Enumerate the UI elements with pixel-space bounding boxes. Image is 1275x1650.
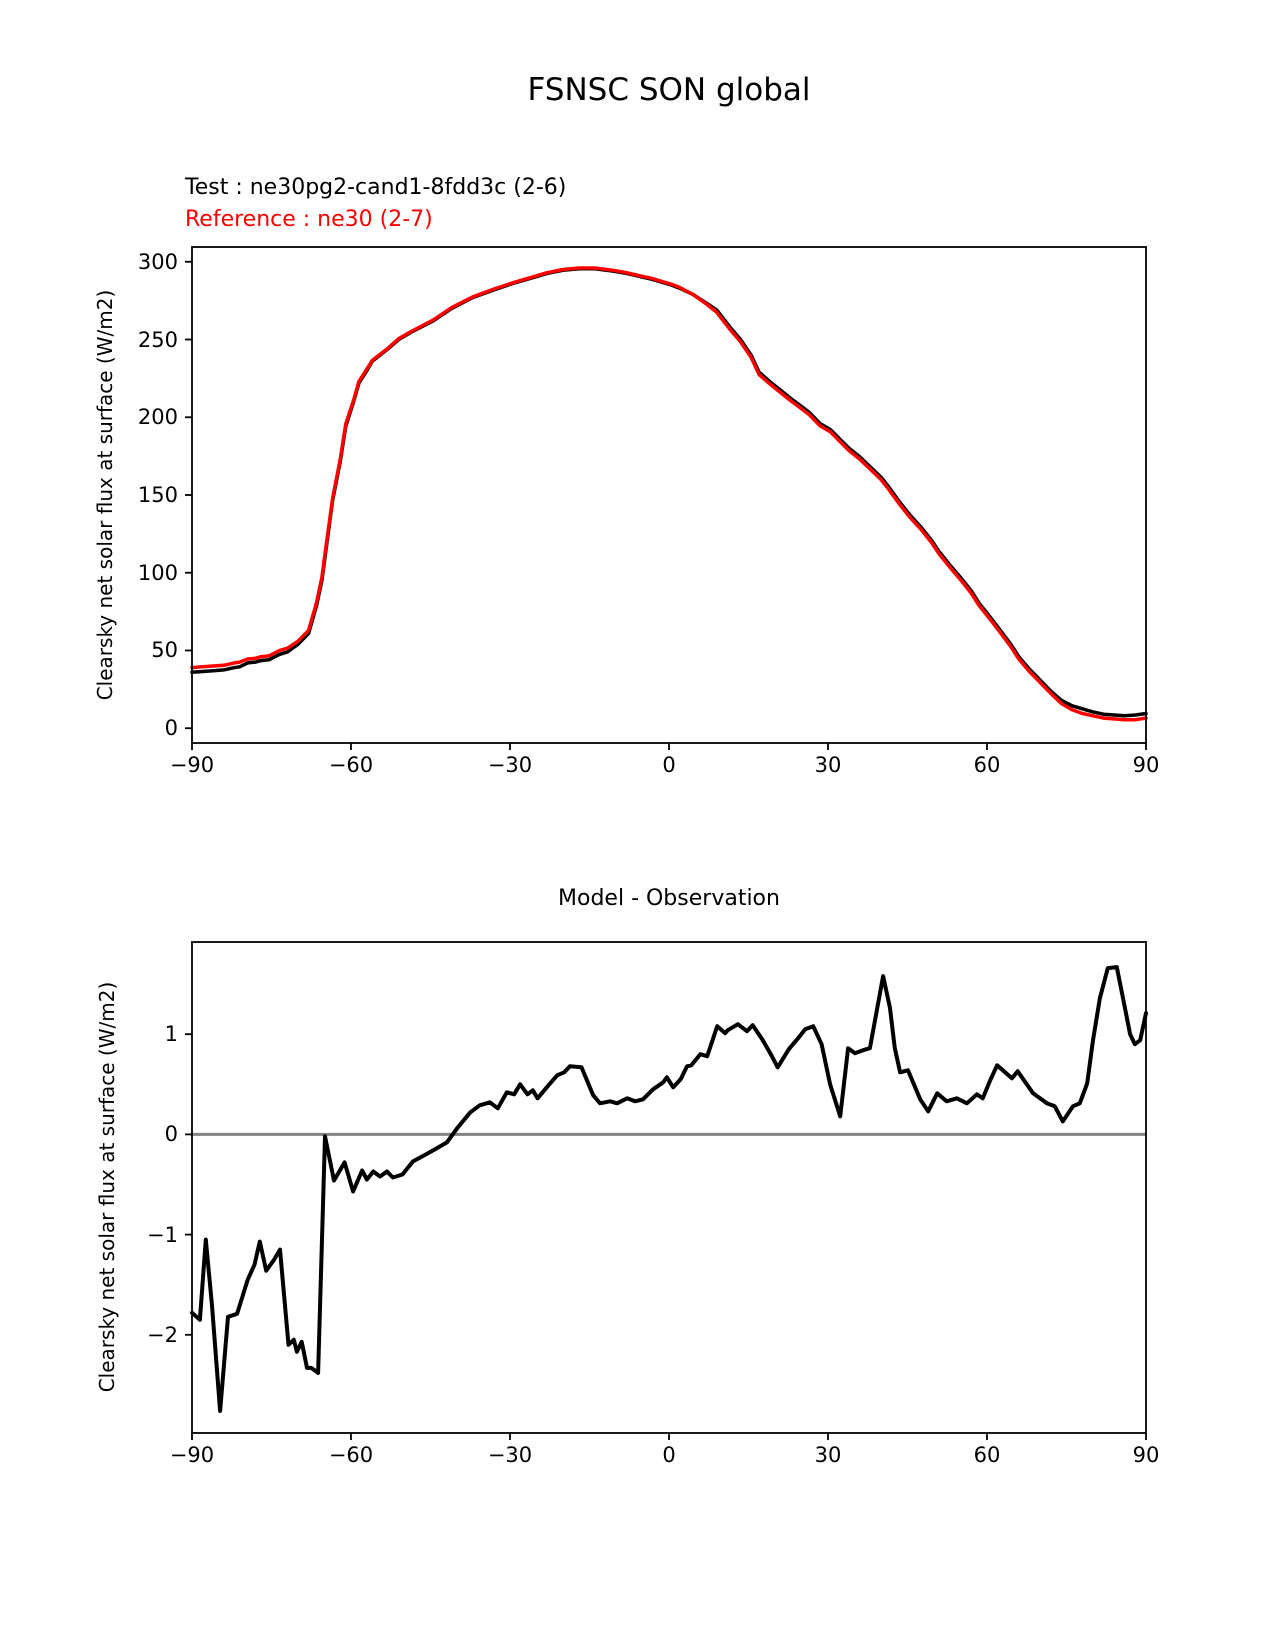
series-line xyxy=(192,268,1146,720)
test-annotation: Test : ne30pg2-cand1-8fdd3c (2-6) xyxy=(185,175,567,200)
top-plot-ylabel: Clearsky net solar flux at surface (W/m2) xyxy=(93,289,117,701)
x-tick-label: −60 xyxy=(328,1443,374,1467)
reference-annotation: Reference : ne30 (2-7) xyxy=(185,207,433,232)
x-tick-label: 60 xyxy=(973,753,1001,777)
x-tick-label: 0 xyxy=(662,753,676,777)
x-tick-label: −30 xyxy=(487,1443,533,1467)
y-tick-label: 50 xyxy=(151,638,178,663)
series-line xyxy=(192,967,1146,1411)
y-tick-label: 150 xyxy=(137,483,178,507)
x-tick-label: 90 xyxy=(1132,753,1160,777)
figure-title: FSNSC SON global xyxy=(527,72,811,108)
x-tick-label: 30 xyxy=(814,1443,842,1467)
x-tick-label: −60 xyxy=(328,753,374,777)
bottom-plot-ylabel: Clearsky net solar flux at surface (W/m2) xyxy=(95,981,119,1393)
x-tick-label: −90 xyxy=(169,1443,215,1467)
y-tick-label: 300 xyxy=(137,249,178,274)
bottom-plot-title: Model - Observation xyxy=(558,886,780,911)
x-tick-label: −90 xyxy=(169,753,215,777)
y-tick-label: 0 xyxy=(164,716,178,741)
x-tick-label: −30 xyxy=(487,753,533,777)
x-tick-label: 60 xyxy=(973,1443,1001,1467)
y-tick-label: 100 xyxy=(137,560,178,585)
x-tick-label: 0 xyxy=(662,1443,676,1467)
x-tick-label: 30 xyxy=(814,753,842,777)
y-tick-label: −1 xyxy=(147,1222,178,1247)
y-tick-label: 0 xyxy=(164,1122,178,1147)
axes-spines xyxy=(192,942,1146,1433)
y-tick-label: 200 xyxy=(137,405,178,430)
y-tick-label: 1 xyxy=(164,1022,178,1047)
x-tick-label: 90 xyxy=(1132,1443,1160,1467)
y-tick-label: −2 xyxy=(147,1322,178,1347)
y-tick-label: 250 xyxy=(137,327,178,352)
